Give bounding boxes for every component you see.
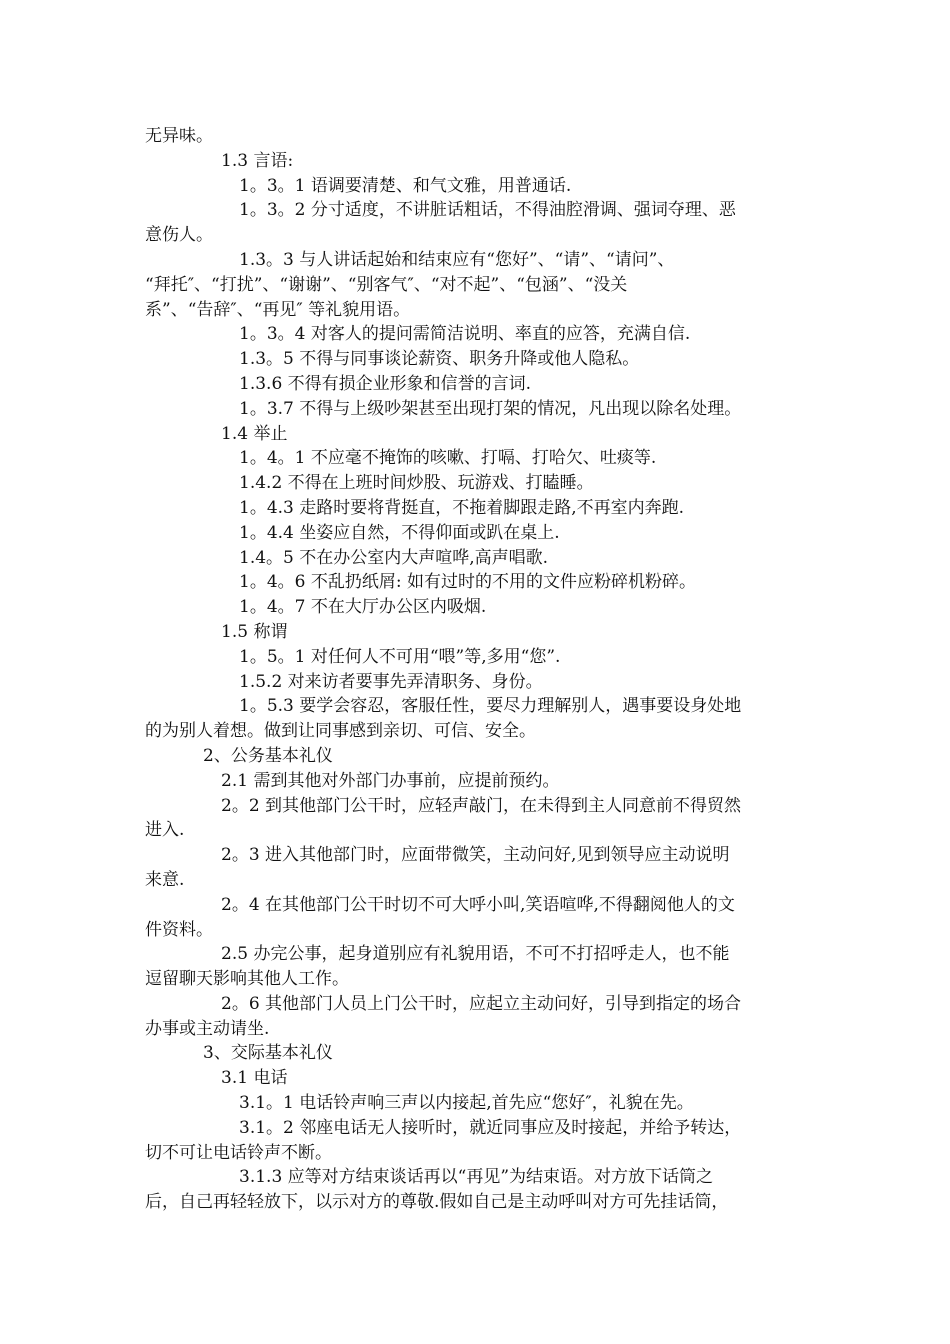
text-line: 切不可让电话铃声不断。 (145, 1142, 332, 1163)
text-line: 1。3.7 不得与上级吵架甚至出现打架的情况，凡出现以除名处理。 (239, 398, 742, 419)
text-line: “拜托″、“打扰”、“谢谢”、“别客气″、“对不起”、“包涵”、“没关 (145, 274, 628, 295)
text-line: 逗留聊天影响其他人工作。 (145, 969, 349, 990)
text-line: 2、公务基本礼仪 (203, 745, 333, 766)
text-line: 1。4。7 不在大厅办公区内吸烟. (239, 597, 487, 618)
text-line: 1。3。1 语调要清楚、和气文雅，用普通话. (239, 175, 572, 196)
text-line: 1.4 举止 (221, 423, 288, 444)
text-line: 1。3。2 分寸适度，不讲脏话粗话，不得油腔滑调、强词夺理、恶 (239, 200, 736, 221)
text-line: 2。2 到其他部门公干时，应轻声敲门，在未得到主人同意前不得贸然 (221, 795, 742, 816)
text-line: 1.3 言语: (221, 150, 294, 171)
text-line: 2.1 需到其他对外部门办事前，应提前预约。 (221, 770, 560, 791)
text-line: 3.1。2 邻座电话无人接听时，就近同事应及时接起，并给予转达， (239, 1117, 742, 1138)
text-line: 1.3。3 与人讲话起始和结束应有“您好”、“请”、“请问”、 (239, 249, 675, 270)
text-line: 1。4.4 坐姿应自然，不得仰面或趴在桌上. (239, 522, 560, 543)
text-line: 1。5.3 要学会容忍，客服任性，要尽力理解别人，遇事要设身处地 (239, 696, 742, 717)
text-line: 办事或主动请坐. (145, 1018, 270, 1039)
text-line: 1。5。1 对任何人不可用“喂”等,多用“您”. (239, 646, 561, 667)
text-line: 后，自己再轻轻放下，以示对方的尊敬.假如自己是主动呼叫对方可先挂话筒， (145, 1192, 729, 1213)
text-line: 1.5 称谓 (221, 621, 288, 642)
text-line: 1.3.6 不得有损企业形象和信誉的言词. (239, 373, 532, 394)
text-line: 1。3。4 对客人的提问需简洁说明、率直的应答，充满自信. (239, 324, 691, 345)
text-line: 2。4 在其他部门公干时切不可大呼小叫,笑语喧哗,不得翻阅他人的文 (221, 894, 735, 915)
text-line: 3.1。1 电话铃声响三声以内接起,首先应“您好″，礼貌在先。 (239, 1093, 694, 1114)
text-line: 来意. (145, 869, 185, 890)
text-line: 1.3。5 不得与同事谈论薪资、职务升降或他人隐私。 (239, 349, 640, 370)
text-line: 意伤人。 (145, 225, 213, 246)
text-line: 3.1 电话 (221, 1068, 288, 1089)
text-line: 2。6 其他部门人员上门公干时，应起立主动问好，引导到指定的场合 (221, 993, 742, 1014)
text-line: 1.4.2 不得在上班时间炒股、玩游戏、打瞌睡。 (239, 473, 594, 494)
text-line: 的为别人着想。做到让同事感到亲切、可信、安全。 (145, 721, 536, 742)
text-line: 系”、“告辞″、“再见″ 等礼貌用语。 (145, 299, 411, 320)
text-line: 1。4。6 不乱扔纸屑: 如有过时的不用的文件应粉碎机粉碎。 (239, 572, 696, 593)
text-line: 1。4.3 走路时要将背挺直，不拖着脚跟走路,不再室内奔跑. (239, 497, 685, 518)
text-line: 1。4。1 不应毫不掩饰的咳嗽、打嗝、打哈欠、吐痰等. (239, 448, 657, 469)
text-line: 1.4。5 不在办公室内大声喧哗,高声唱歌. (239, 547, 549, 568)
text-line: 2.5 办完公事，起身道别应有礼貌用语，不可不打招呼走人，也不能 (221, 944, 730, 965)
text-line: 件资料。 (145, 919, 213, 940)
document-body (145, 124, 805, 1215)
text-line: 3.1.3 应等对方结束谈话再以“再见”为结束语。对方放下话筒之 (239, 1167, 714, 1188)
text-line: 1.5.2 对来访者要事先弄清职务、身份。 (239, 671, 543, 692)
text-line: 3、交际基本礼仪 (203, 1043, 333, 1064)
text-line: 无异味。 (145, 126, 213, 146)
text-line: 2。3 进入其他部门时，应面带微笑，主动问好,见到领导应主动说明 (221, 845, 730, 866)
text-line: 进入. (145, 820, 185, 841)
